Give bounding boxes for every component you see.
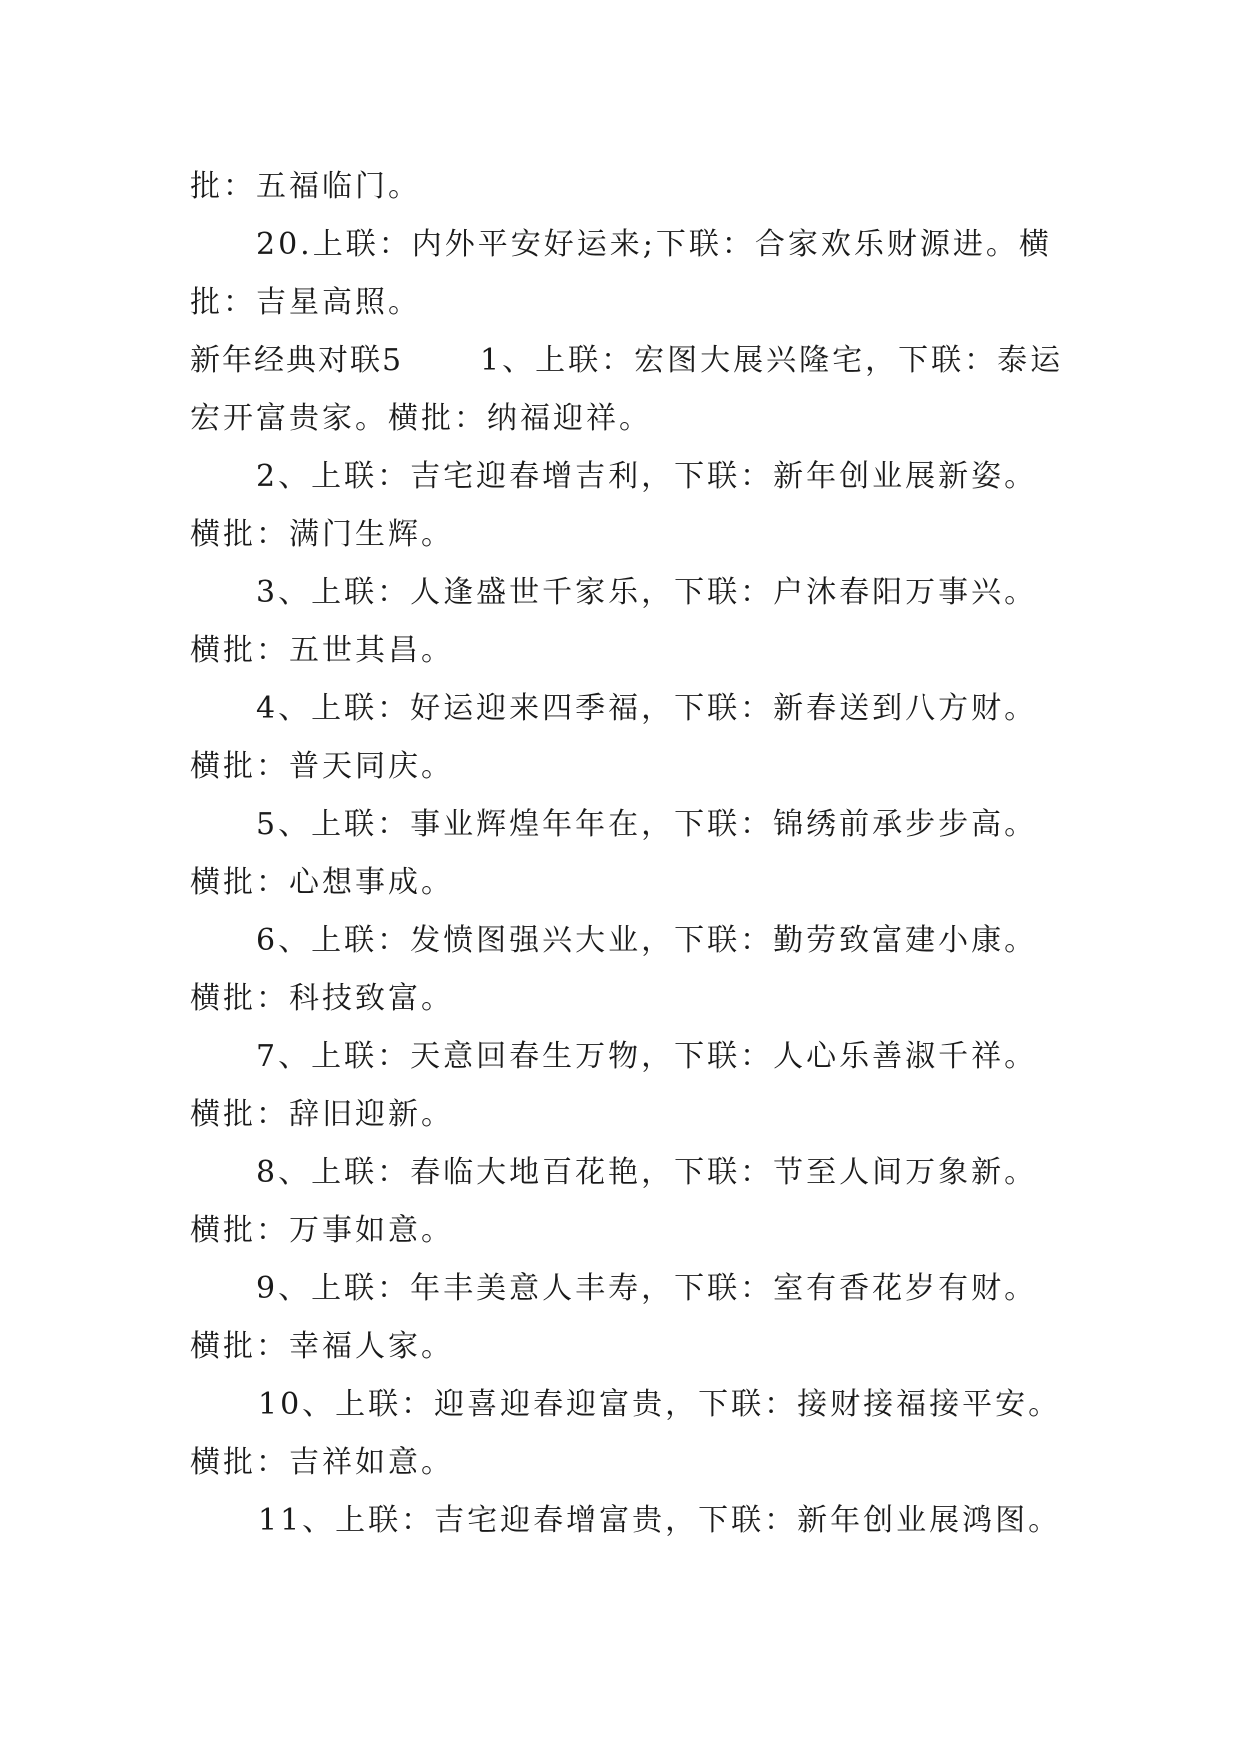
text-line: 2、上联：吉宅迎春增吉利，下联：新年创业展新姿。 — [256, 459, 1038, 494]
text-line: 11、上联：吉宅迎春增富贵，下联：新年创业展鸿图。 — [258, 1503, 1062, 1538]
text-line: 4、上联：好运迎来四季福，下联：新春送到八方财。 — [256, 691, 1038, 726]
text-line: 5、上联：事业辉煌年年在，下联：锦绣前承步步高。 — [256, 807, 1038, 842]
text-line: 7、上联：天意回春生万物，下联：人心乐善淑千祥。 — [256, 1039, 1038, 1074]
text-line: 20.上联：内外平安好运来;下联：合家欢乐财源进。横 — [256, 227, 1052, 262]
text-line: 横批：五世其昌。 — [190, 633, 454, 668]
text-line: 1、上联：宏图大展兴隆宅，下联：泰运 — [480, 343, 1064, 378]
text-line: 横批：吉祥如意。 — [190, 1445, 454, 1480]
text-line: 9、上联：年丰美意人丰寿，下联：室有香花岁有财。 — [256, 1271, 1038, 1306]
text-line: 8、上联：春临大地百花艳，下联：节至人间万象新。 — [256, 1155, 1038, 1190]
section-line — [190, 332, 1070, 390]
text-line: 横批：普天同庆。 — [190, 749, 454, 784]
text-line: 10、上联：迎喜迎春迎富贵，下联：接财接福接平安。 — [258, 1387, 1062, 1422]
text-line: 批：吉星高照。 — [190, 285, 421, 320]
text-line: 横批：满门生辉。 — [190, 517, 454, 552]
text-line: 横批：万事如意。 — [190, 1213, 454, 1248]
text-line: 横批：心想事成。 — [190, 865, 454, 900]
text-line: 横批：辞旧迎新。 — [190, 1097, 454, 1132]
section-title: 新年经典对联5 — [190, 343, 404, 378]
text-line: 横批：幸福人家。 — [190, 1329, 454, 1364]
text-line: 横批：科技致富。 — [190, 981, 454, 1016]
text-line: 6、上联：发愤图强兴大业，下联：勤劳致富建小康。 — [256, 923, 1038, 958]
text-line: 3、上联：人逢盛世千家乐，下联：户沐春阳万事兴。 — [256, 575, 1038, 610]
text-line: 宏开富贵家。横批：纳福迎祥。 — [190, 401, 652, 436]
text-line: 批：五福临门。 — [190, 169, 421, 204]
document-body — [190, 158, 1070, 1550]
